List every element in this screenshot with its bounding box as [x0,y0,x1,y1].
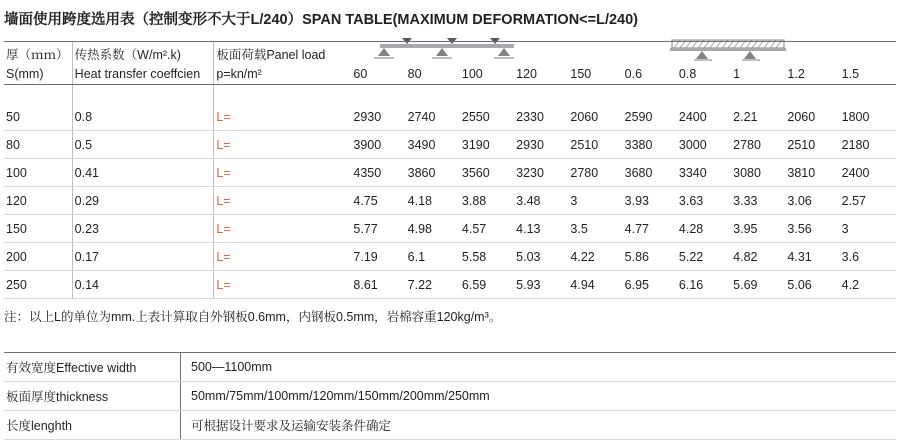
cell-thickness: 100 [4,159,72,187]
header-diagram-spacer-6 [625,42,679,65]
spec-value-length: 可根据设计要求及运输安装条件确定 [181,411,897,440]
cell-value-3: 6.59 [462,271,516,299]
cell-value-4: 2930 [516,131,570,159]
cell-heat: 0.8 [72,103,214,131]
cell-value-10: 2400 [842,159,896,187]
header-diagram-spacer-2 [408,42,462,65]
cell-l-symbol: L= [214,159,354,187]
cell-thickness: 200 [4,243,72,271]
cell-value-4: 2330 [516,103,570,131]
spec-value-width: 500—1100mm [181,353,897,382]
header-diagram-spacer-3 [462,42,516,65]
cell-value-8: 3.33 [733,187,787,215]
cell-value-8: 3.95 [733,215,787,243]
cell-thickness: 50 [4,103,72,131]
cell-value-6: 2590 [625,103,679,131]
cell-value-2: 6.1 [408,243,462,271]
table-row [4,243,896,271]
cell-value-5: 4.94 [570,271,624,299]
cell-l-symbol: L= [214,271,354,299]
cell-value-7: 6.16 [679,271,733,299]
cell-value-4: 3.48 [516,187,570,215]
header-heat-line1: 传热系数（W/m².k) [72,42,214,65]
spec-row [4,382,896,411]
cell-value-2: 2740 [408,103,462,131]
header-thickness-line1: 厚（ｍｍ） [4,42,72,65]
cell-l-symbol: L= [214,215,354,243]
header-load-value-1: 60 [353,64,407,85]
header-heat-line2: Heat transfer coeffcien [72,64,214,85]
cell-value-6: 6.95 [625,271,679,299]
header-load-value-5: 150 [570,64,624,85]
cell-l-symbol: L= [214,187,354,215]
header-load-value-6: 0.6 [625,64,679,85]
spec-label-thickness: 板面厚度thickness [4,382,181,411]
cell-heat: 0.29 [72,187,214,215]
cell-value-2: 4.98 [408,215,462,243]
cell-heat: 0.5 [72,131,214,159]
cell-value-10: 3 [842,215,896,243]
cell-value-10: 2.57 [842,187,896,215]
cell-value-6: 3.93 [625,187,679,215]
cell-value-10: 4.2 [842,271,896,299]
cell-value-1: 3900 [353,131,407,159]
cell-value-6: 5.86 [625,243,679,271]
cell-value-8: 2780 [733,131,787,159]
header-diagram-spacer-1 [353,42,407,65]
cell-value-9: 3.56 [787,215,841,243]
cell-value-4: 4.13 [516,215,570,243]
cell-value-9: 2510 [787,131,841,159]
cell-value-5: 3.5 [570,215,624,243]
cell-value-9: 2060 [787,103,841,131]
header-diagram-spacer-7 [679,42,733,65]
cell-value-8: 2.21 [733,103,787,131]
cell-value-3: 2550 [462,103,516,131]
table-row [4,215,896,243]
cell-value-3: 3.88 [462,187,516,215]
cell-value-1: 4.75 [353,187,407,215]
specification-table [4,352,896,440]
cell-value-10: 1800 [842,103,896,131]
cell-value-3: 5.58 [462,243,516,271]
table-header-row-2 [4,64,896,85]
cell-value-2: 3490 [408,131,462,159]
cell-value-10: 3.6 [842,243,896,271]
cell-value-7: 2400 [679,103,733,131]
cell-value-7: 4.28 [679,215,733,243]
header-load-value-10: 1.5 [842,64,896,85]
header-load-unit: p=kn/m² [214,64,354,85]
cell-value-5: 2780 [570,159,624,187]
header-diagram-spacer-9 [787,42,841,65]
cell-value-6: 3380 [625,131,679,159]
header-load-value-9: 1.2 [787,64,841,85]
cell-value-8: 4.82 [733,243,787,271]
cell-thickness: 120 [4,187,72,215]
page-title: 墙面使用跨度选用表（控制变形不大于L/240）SPAN TABLE(MAXIMUM DEFORMATION<=L/240) [4,12,639,28]
cell-value-5: 4.22 [570,243,624,271]
cell-value-7: 3000 [679,131,733,159]
spec-row [4,353,896,382]
cell-value-5: 3 [570,187,624,215]
header-diagram-spacer-8 [733,42,787,65]
header-panel-load: 板面荷载Panel load [214,42,354,65]
cell-heat: 0.23 [72,215,214,243]
spec-label-width: 有效宽度Effective width [4,353,181,382]
cell-value-1: 8.61 [353,271,407,299]
cell-value-5: 2510 [570,131,624,159]
cell-value-3: 3560 [462,159,516,187]
cell-thickness: 250 [4,271,72,299]
header-diagram-spacer-5 [570,42,624,65]
cell-value-4: 5.03 [516,243,570,271]
cell-value-6: 3680 [625,159,679,187]
cell-value-1: 5.77 [353,215,407,243]
cell-heat: 0.14 [72,271,214,299]
table-note: 注：以上L的单位为mm.上表计算取自外钢板0.6mm，内钢板0.5mm，岩棉容重120kg/m³。 [4,310,502,324]
table-row [4,159,896,187]
cell-value-9: 5.06 [787,271,841,299]
cell-value-9: 3.06 [787,187,841,215]
table-gap-row [4,85,896,104]
header-load-value-3: 100 [462,64,516,85]
cell-value-5: 2060 [570,103,624,131]
table-row [4,187,896,215]
cell-heat: 0.41 [72,159,214,187]
spec-row [4,411,896,440]
header-diagram-spacer-4 [516,42,570,65]
cell-l-symbol: L= [214,243,354,271]
cell-value-4: 3230 [516,159,570,187]
spec-value-thickness: 50mm/75mm/100mm/120mm/150mm/200mm/250mm [181,382,897,411]
header-thickness-line2: S(mm) [4,64,72,85]
table-header-row-1 [4,42,896,65]
header-load-value-8: 1 [733,64,787,85]
header-diagram-spacer-10 [842,42,896,65]
cell-value-6: 4.77 [625,215,679,243]
cell-l-symbol: L= [214,131,354,159]
cell-heat: 0.17 [72,243,214,271]
cell-value-7: 3.63 [679,187,733,215]
cell-value-7: 3340 [679,159,733,187]
header-load-value-7: 0.8 [679,64,733,85]
header-load-value-4: 120 [516,64,570,85]
spec-label-length: 长度lenghth [4,411,181,440]
header-load-value-2: 80 [408,64,462,85]
table-row [4,271,896,299]
cell-value-1: 4350 [353,159,407,187]
cell-value-3: 4.57 [462,215,516,243]
cell-value-2: 4.18 [408,187,462,215]
cell-value-2: 3860 [408,159,462,187]
cell-l-symbol: L= [214,103,354,131]
span-table [4,41,896,299]
cell-value-9: 3810 [787,159,841,187]
cell-value-8: 3080 [733,159,787,187]
cell-value-3: 3190 [462,131,516,159]
table-row [4,103,896,131]
cell-thickness: 150 [4,215,72,243]
table-row [4,131,896,159]
cell-value-7: 5.22 [679,243,733,271]
cell-value-1: 7.19 [353,243,407,271]
cell-value-10: 2180 [842,131,896,159]
cell-value-8: 5.69 [733,271,787,299]
cell-value-9: 4.31 [787,243,841,271]
cell-value-1: 2930 [353,103,407,131]
cell-value-2: 7.22 [408,271,462,299]
cell-value-4: 5.93 [516,271,570,299]
cell-thickness: 80 [4,131,72,159]
